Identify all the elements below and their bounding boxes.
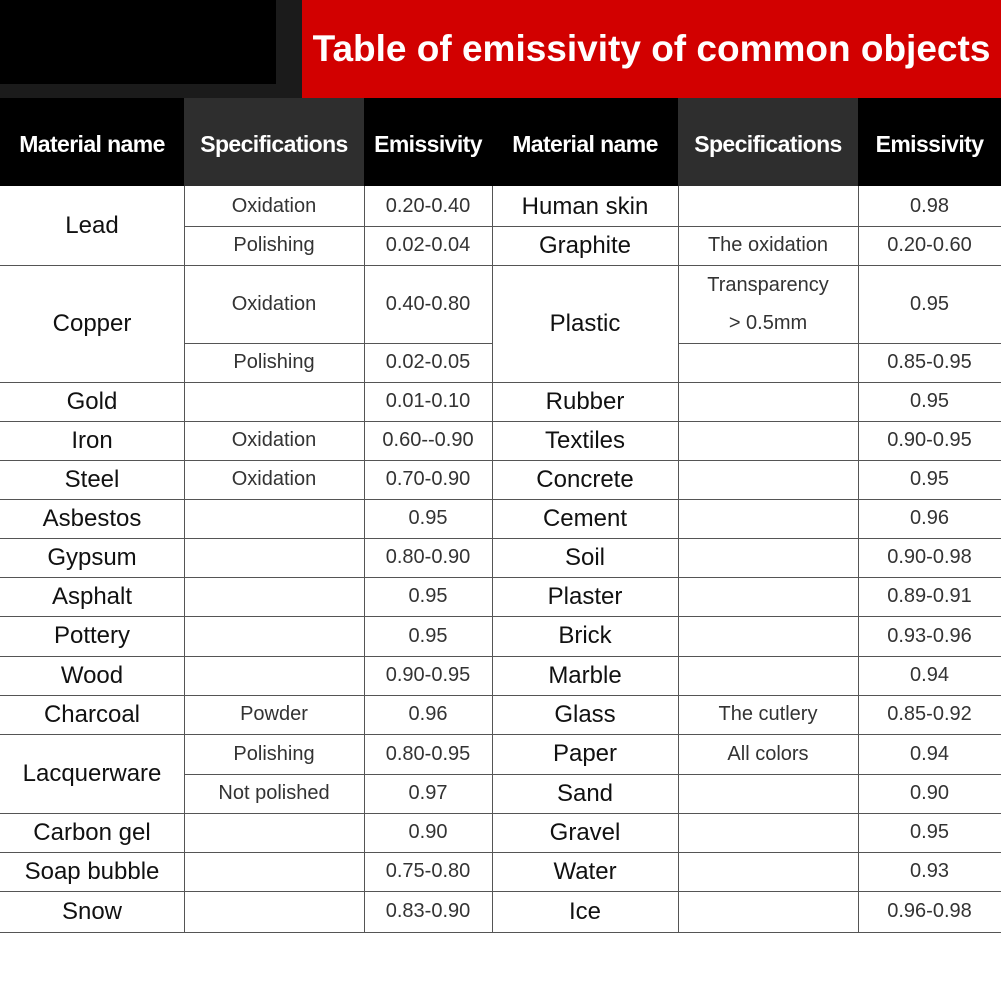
specification-cell xyxy=(678,499,858,538)
column-header-material-name: Material name xyxy=(512,131,658,157)
emissivity-cell: 0.02-0.04 xyxy=(385,234,471,256)
material-name-cell: Water xyxy=(553,857,617,885)
table-header xyxy=(0,98,1001,186)
specification-cell: The oxidation xyxy=(707,234,829,256)
material-name-cell: Concrete xyxy=(536,465,634,493)
column-header-emissivity: Emissivity xyxy=(374,131,482,157)
specification-cell xyxy=(678,538,858,577)
specification-cell xyxy=(184,656,364,695)
material-name-cell: Snow xyxy=(61,897,123,925)
material-name-cell: Pottery xyxy=(53,622,131,649)
row-divider xyxy=(0,932,492,933)
specification-cell xyxy=(678,891,858,932)
emissivity-cell: 0.95 xyxy=(910,468,949,490)
material-name-cell: Textiles xyxy=(544,426,626,454)
emissivity-cell: 0.95 xyxy=(408,585,448,607)
specification-cell xyxy=(184,813,364,852)
specification-cell xyxy=(678,265,858,343)
specification-cell: Oxidation xyxy=(231,195,317,217)
emissivity-cell: 0.40-0.80 xyxy=(385,292,471,315)
emissivity-cell: 0.94 xyxy=(910,664,949,686)
emissivity-cell: 0.90 xyxy=(910,782,949,804)
row-divider xyxy=(184,226,492,227)
material-name-cell: Marble xyxy=(548,661,622,689)
title-band xyxy=(302,0,1001,98)
emissivity-cell: 0.95 xyxy=(910,292,949,315)
emissivity-cell: 0.95 xyxy=(408,507,448,529)
material-name-cell: Copper xyxy=(52,309,132,337)
specification-cell xyxy=(184,499,364,538)
emissivity-cell: 0.98 xyxy=(910,195,949,217)
emissivity-cell: 0.93-0.96 xyxy=(887,624,972,647)
material-name-cell: Wood xyxy=(60,661,124,689)
emissivity-cell: 0.75-0.80 xyxy=(385,860,471,882)
specification-cell: Oxidation xyxy=(231,468,317,490)
material-name-cell: Steel xyxy=(64,465,120,493)
specification-cell xyxy=(678,656,858,695)
material-name-cell: Glass xyxy=(554,700,616,728)
material-name-cell: Ice xyxy=(568,897,601,925)
emissivity-cell: 0.90-0.98 xyxy=(887,546,972,568)
specification-cell xyxy=(184,577,364,616)
emissivity-cell: 0.97 xyxy=(408,782,448,804)
specification-cell: Polishing xyxy=(233,351,315,373)
specification-cell: Not polished xyxy=(218,782,330,804)
material-name-cell: Gravel xyxy=(549,818,621,846)
specification-cell xyxy=(678,343,858,382)
specification-cell: Powder xyxy=(240,703,308,725)
emissivity-cell: 0.80-0.95 xyxy=(385,742,471,765)
material-name-cell: Graphite xyxy=(538,231,632,259)
specification-cell xyxy=(678,774,858,813)
emissivity-cell: 0.89-0.91 xyxy=(887,585,972,607)
material-name-cell: Soil xyxy=(564,543,606,571)
material-name-cell: Carbon gel xyxy=(33,818,151,846)
emissivity-cell: 0.93 xyxy=(910,860,949,882)
material-name-cell: Soap bubble xyxy=(24,857,160,885)
row-divider xyxy=(492,932,1001,933)
material-name-cell: Plaster xyxy=(547,582,623,610)
emissivity-cell: 0.96-0.98 xyxy=(887,900,972,922)
material-name-cell: Asphalt xyxy=(51,582,133,610)
specification-cell xyxy=(184,382,364,421)
emissivity-cell: 0.96 xyxy=(910,507,949,529)
material-name-cell: Gypsum xyxy=(47,543,137,571)
emissivity-cell: 0.90-0.95 xyxy=(385,664,471,686)
emissivity-cell: 0.95 xyxy=(408,624,448,647)
emissivity-cell: 0.80-0.90 xyxy=(385,546,471,568)
column-header-emissivity: Emissivity xyxy=(875,131,984,157)
material-name-cell: Paper xyxy=(552,740,618,767)
material-name-cell: Asbestos xyxy=(42,504,142,532)
material-name-cell: Lacquerware xyxy=(22,759,162,787)
header-black-block xyxy=(0,0,276,84)
specification-cell xyxy=(678,187,858,226)
material-name-cell: Charcoal xyxy=(43,700,141,728)
material-name-cell: Human skin xyxy=(521,192,649,220)
emissivity-cell: 0.70-0.90 xyxy=(385,468,471,490)
material-name-cell: Gold xyxy=(66,387,118,415)
material-name-cell: Plastic xyxy=(549,309,621,337)
emissivity-cell: 0.90-0.95 xyxy=(887,429,972,451)
specification-line: > 0.5mm xyxy=(728,312,808,334)
header xyxy=(0,0,1001,98)
specification-cell xyxy=(678,577,858,616)
specification-cell xyxy=(184,538,364,577)
specification-cell xyxy=(184,616,364,656)
column-header-material-name: Material name xyxy=(19,131,165,157)
material-name-cell: Iron xyxy=(71,426,113,454)
specification-cell: The cutlery xyxy=(718,703,818,725)
specification-cell xyxy=(678,421,858,460)
emissivity-cell: 0.83-0.90 xyxy=(385,900,471,922)
emissivity-cell: 0.01-0.10 xyxy=(385,390,471,412)
row-divider xyxy=(184,774,492,775)
emissivity-cell: 0.20-0.60 xyxy=(887,234,972,256)
specification-cell xyxy=(678,460,858,499)
specification-cell: Polishing xyxy=(233,742,315,765)
emissivity-cell: 0.85-0.92 xyxy=(887,703,972,725)
material-name-cell: Brick xyxy=(558,622,612,649)
emissivity-cell: 0.94 xyxy=(910,742,949,765)
material-name-cell: Lead xyxy=(65,212,119,239)
page-title: Table of emissivity of common objects xyxy=(312,28,991,69)
specification-cell xyxy=(678,813,858,852)
emissivity-cell: 0.95 xyxy=(910,390,949,412)
emissivity-cell: 0.60--0.90 xyxy=(382,429,474,451)
specification-cell xyxy=(678,616,858,656)
emissivity-cell: 0.90 xyxy=(408,821,448,843)
specification-cell: Oxidation xyxy=(231,429,317,451)
specification-line: Transparency xyxy=(707,274,829,296)
specification-cell xyxy=(678,852,858,891)
column-header-specifications: Specifications xyxy=(184,98,364,186)
specification-cell xyxy=(678,382,858,421)
specification-cell: Polishing xyxy=(233,234,315,256)
emissivity-cell: 0.20-0.40 xyxy=(385,195,471,217)
specification-cell: All colors xyxy=(727,742,809,765)
material-name-cell: Rubber xyxy=(545,387,625,415)
row-divider xyxy=(678,343,1001,344)
emissivity-cell: 0.02-0.05 xyxy=(385,351,471,373)
emissivity-cell: 0.85-0.95 xyxy=(887,351,972,373)
column-header-specifications: Specifications xyxy=(678,98,858,186)
specification-cell xyxy=(184,891,364,932)
emissivity-cell: 0.96 xyxy=(408,703,448,725)
material-name-cell: Cement xyxy=(542,504,628,532)
material-name-cell: Sand xyxy=(556,779,614,807)
specification-cell xyxy=(184,852,364,891)
emissivity-cell: 0.95 xyxy=(910,821,949,843)
row-divider xyxy=(184,343,492,344)
specification-cell: Oxidation xyxy=(231,292,317,315)
